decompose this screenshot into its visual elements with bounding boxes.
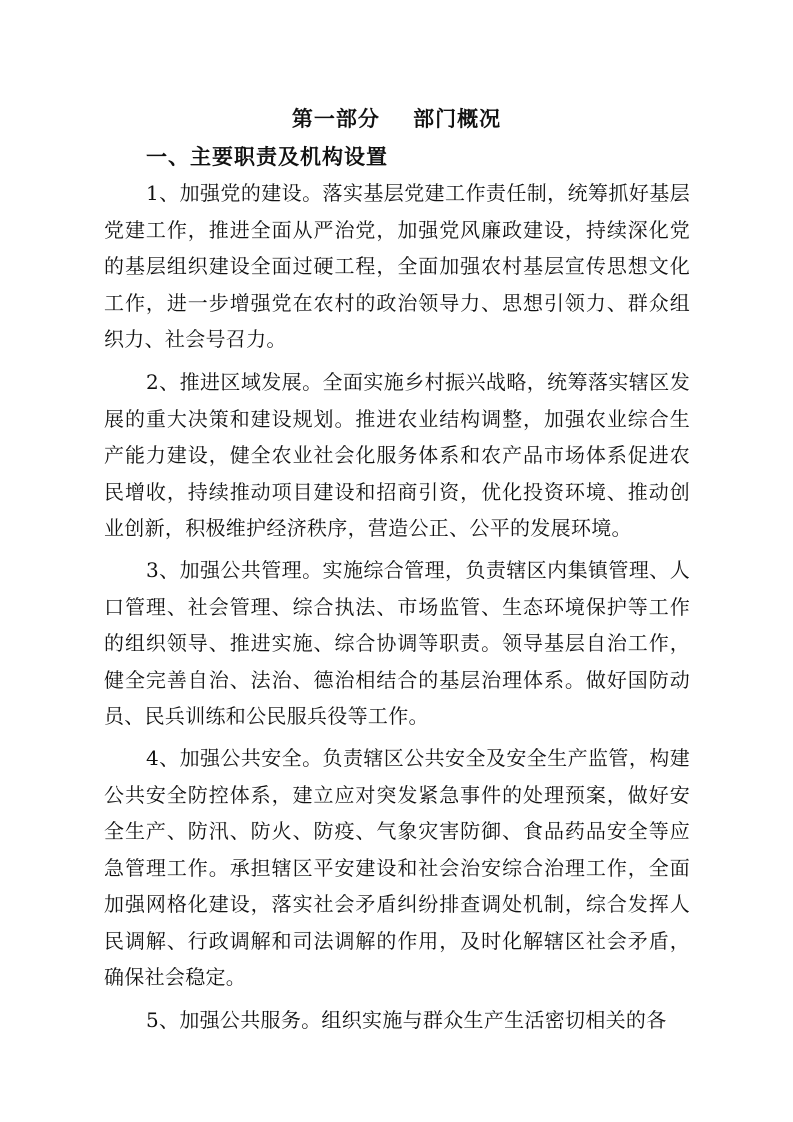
paragraph-public-services: 5、加强公共服务。组织实施与群众生产生活密切相关的各 <box>146 1008 667 1032</box>
paragraph-public-management: 3、加强公共管理。实施综合管理，负责辖区内集镇管理、人口管理、社会管理、综合执法、市场监管、生态环境保护等工作的组织领导、推进实施、综合协调等职责。领导基层自治工作，健全完善自治、法治、德治相结合的基层治理体系。做好国防动员、民兵训练和公民服兵役等工作。 <box>104 558 690 728</box>
part-title: 第一部分 部门概况 <box>291 107 502 131</box>
paragraph-regional-development: 2、推进区域发展。全面实施乡村振兴战略，统筹落实辖区发展的重大决策和建设规划。推进农业结构调整，加强农业综合生产能力建设，健全农业社会化服务体系和农产品市场体系促进农民增收，持续推动项目建设和招商引资，优化投资环境、推动创业创新，积极维护经济秩序，营造公正、公平的发展环境。 <box>104 370 690 540</box>
paragraph-party-building: 1、加强党的建设。落实基层党建工作责任制，统筹抓好基层党建工作，推进全面从严治党，加强党风廉政建设，持续深化党的基层组织建设全面过硬工程，全面加强农村基层宣传思想文化工作，进一步增强党在农村的政治领导力、思想引领力、群众组织力、社会号召力。 <box>104 181 690 351</box>
paragraph-public-safety: 4、加强公共安全。负责辖区公共安全及安全生产监管，构建公共安全防控体系，建立应对突发紧急事件的处理预案，做好安全生产、防汛、防火、防疫、气象灾害防御、食品药品安全等应急管理工作。承担辖区平安建设和社会治安综合治理工作，全面加强网格化建设，落实社会矛盾纠纷排查调处机制，综合发挥人民调解、行政调解和司法调解的作用，及时化解辖区社会矛盾，确保社会稳定。 <box>104 746 690 989</box>
section-heading: 一、主要职责及机构设置 <box>146 145 388 169</box>
